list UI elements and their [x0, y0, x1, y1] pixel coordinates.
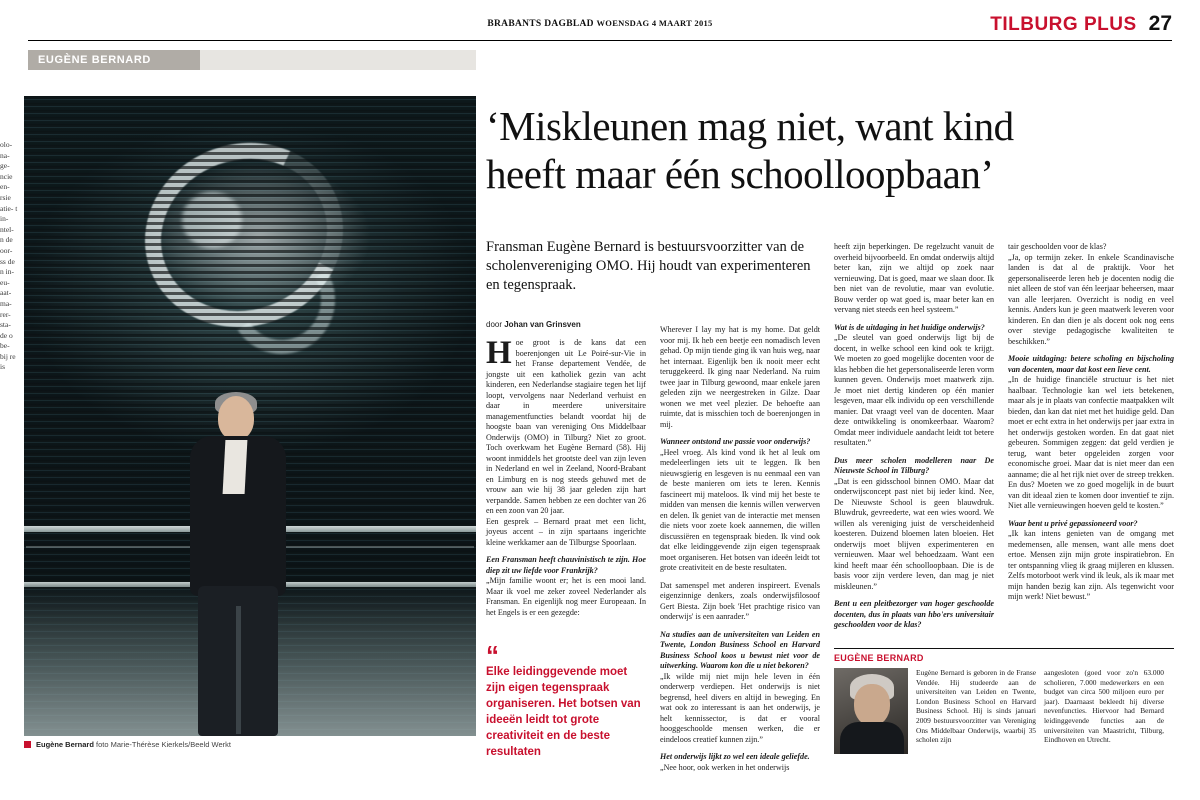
- biography-columns: [916, 668, 1174, 754]
- article-byline: [486, 320, 581, 329]
- portrait-face: [854, 684, 890, 726]
- masthead-center: [487, 18, 712, 29]
- biography-column-2: aangesloten (goed voor zo'n 63.000 scholieren, 7.000 medewerkers en een budget van circa 500 miljoen euro per jaar). Daarnaast bekleedt hij diverse nevenfuncties. Hiervoor had Bernard leidinggevende functies aan de universiteiten van Maastricht, Tilburg, Eindhoven en Utrecht.: [1044, 668, 1164, 745]
- photo-caption: [24, 740, 476, 749]
- interview-answer: „Ik wilde mij niet mijn hele leven in één onderwerp verdiepen. Het onderwijs is niet begrensd, heel divers en altijd in beweging. En wat ook zo interessant is aan het onderwijs, je helt kennissector, is dat er vooral hooggeschoolde mensen werken, die er eindeloos creatief kunnen zijn.”: [660, 671, 820, 744]
- figure-leg-split: [236, 606, 241, 734]
- interview-answer: „Dat is een gidsschool binnen OMO. Maar dat onderwijsconcept past niet bij ieder kind. Nee, De Nieuwste School is geen blauwdruk. Bluwdruk, gevreederte, wat een wies woord. We willen als vereniging juist de verscheidenheid koesteren. Duizend bloemen laten bloeien. Het onderwijs moet blijven experimenteren en vernieuwen. Maar wel behoedzaam. Want een kind heeft maar één schoolloopbaan. Die is de basis voor zijn verdere leven, dan mag je niet miskleunen.”: [834, 476, 994, 591]
- paragraph-text: oe groot is de kans dat een boerenjongen uit Le Poiré-sur-Vie in het Franse departement Vendée, de jongste uit een katholiek gezin van acht kinderen, een Nederlandse stagiaire tegen het lijf loopt, vervolgens naar Nederland verhuist en daar in meerdere universitaire managementfuncties belandt voordat hij de hoogste baan van vereniging Ons Middelbaar Onderwijs (OMO) in Tilburg? Niet zo groot. Toch overkwam het Eugène Bernard (58). Hij woont inmiddels het grootste deel van zijn leven in Nederland en wel in Zeeland, Noord-Brabant en Limburg en is nog steeds gehuwd met de vrouw aan wie hij 38 jaar geleden zijn hart verpandde. Samen hebben ze een dochter van 26 en een zoon van 20 jaar.: [486, 338, 646, 515]
- interview-question: Na studies aan de universiteiten van Leiden en Twente, London Business School en Harvard Business School koos u bewust niet voor de uitwerking. Waarom kon die u niet bekoren?: [660, 629, 820, 670]
- headline-line-2: heeft maar één schoolloopbaan’: [486, 151, 994, 197]
- portrait-torso: [840, 722, 904, 754]
- section-title: TILBURG PLUS: [990, 14, 1137, 35]
- interview-answer: „Mijn familie woont er; het is een mooi land. Maar ik voel me zeker zoveel Nederlander als Fransman. En eigenlijk nog meer Europeaan. In het Engels is er een gezegde:: [486, 576, 646, 617]
- byline-prefix: door: [486, 320, 505, 329]
- kicker-bar: [28, 50, 200, 70]
- interview-question: Een Fransman heeft chauvinistisch te zijn. Hoe diep zit uw liefde voor Frankrijk?: [486, 555, 646, 575]
- byline-author: Johan van Grinsven: [504, 320, 581, 329]
- paragraph: Wherever I lay my hat is my home. Dat geldt voor mij. Ik heb een beetje een nomadisch leven gehad. Op mijn tiende ging ik van huis weg, naar het internaat. Eigenlijk ben ik nooit meer echt teruggekeerd. Ik ging naar Nederland. Na ruim twee jaar in Tilburg gewoond, maar enkele jaren geleden zijn we neergestreken in Gilze. Daar wonen we met veel plezier. De behoefte aan ruimte, dat is misschien toch de boerenjongen in mij.: [660, 325, 820, 429]
- article-headline: [486, 102, 1176, 198]
- page-number: 27: [1148, 12, 1172, 35]
- interview-question: Bent u een pleitbezorger van hoger geschoolde docenten, dus in plaats van hbo'ers universitair geschoolden voor de klas?: [834, 599, 994, 629]
- caption-marker-icon: [24, 741, 31, 748]
- photo-canvas: [24, 96, 476, 736]
- header-divider: [28, 40, 1172, 41]
- quote-mark-icon: “: [486, 640, 499, 670]
- figure-head: [218, 396, 254, 440]
- interview-answer: „Nee hoor, ook werken in het onderwijs: [660, 762, 790, 772]
- interview-answer: „De sleutel van goed onderwijs ligt bij de docent, in welke school een kind ook te krijgt. We moeten zo goed mogelijke docenten voor de klas hebben die het gepersonaliseerde leren vorm kunnen geven. Onderwijs moet maatwerk zijn. Je moet niet dertig kinderen op één manier lesgeven, maar elk individu op een verschillende manier. Dat vraagt veel van de docenten. Maar deze ontwikkeling is onomkeerbaar. Waarom? Omdat meer individuele aandacht leidt tot betere resultaten.”: [834, 333, 994, 447]
- interview-question: Mooie uitdaging: betere scholing en bijscholing van docenten, maar dat kost een lieve cent.: [1008, 354, 1174, 374]
- biography-column-1: Eugène Bernard is geboren in de Franse Vendée. Hij studeerde aan de universiteiten van Leiden en Twente, London Business School en Harvard Business School. Hij is sinds januari 2009 bestuursvoorzitter van Vereniging Ons Middelbaar Onderwijs, waarbij 35 scholen zijn: [916, 668, 1036, 745]
- interview-answer: „In de huidige financiële structuur is het niet haalbaar. Technologie kan wel iets betekenen, maar als je in plaats van confectie maatpakken wilt bieden, dan kan dat niet met het huidige geld. Dan moet er echt extra in het onderwijs per jaar extra in het onderwijs gestoken worden. En dat gaat niet gebeuren. Sommigen zeggen: dat geld verdien je terug, want beter opgeleiden zorgen voor economische groei. Maar dat is niet meer dan een aanname; die al het rijk niet over de streep trekken. En dus? Moeten we zo goed mogelijk in de buurt van dit ideaal zien te komen door inventief te zijn. Niet alle vernieuwingen hoeven geld te kosten.”: [1008, 375, 1174, 510]
- body-column-2: [660, 325, 820, 772]
- masthead: [28, 12, 1172, 40]
- lead-photo: [24, 96, 476, 736]
- drop-cap: H: [486, 335, 512, 371]
- caption-subject-name: Eugène Bernard: [36, 740, 94, 749]
- masthead-right: [990, 12, 1172, 36]
- pull-quote-text: Elke leidinggevende moet zijn eigen tegenspraak organiseren. Het botsen van ideeën leidt tot grote creativiteit en de beste resultaten: [486, 666, 641, 758]
- paragraph: tair geschoolden voor de klas?: [1008, 242, 1107, 251]
- interview-answer: „Ik kan intens genieten van de omgang met medemensen, alle mensen, want alle mens doet ertoe. Mensen zijn mijn grote inspiratiebron. En ter ontspanning vlieg ik graag mijleren en klussen. Zelfs motorboot werk vind ik leuk, als ik maar met mijn handen bezig kan zijn. Als tegenwicht voor mijn werk! Niet bewust.”: [1008, 529, 1174, 601]
- paragraph: heeft zijn beperkingen. De regelzucht vanuit de overheid bijvoorbeeld. En omdat onderwijs altijd beter kan, zijn we altijd op zoek naar vernieuwing. Dat is goed, maar we slaan door. Ik ben niet van de revolutie, maar van evolutie. Bouw verder op wat goed is, maar beter kan en vervang niet steeds een heel systeem.”: [834, 242, 994, 314]
- biography-portrait: [834, 668, 908, 754]
- biography-body: [834, 668, 1174, 754]
- newspaper-name: BRABANTS DAGBLAD: [487, 19, 594, 29]
- kicker-label: EUGÈNE BERNARD: [38, 54, 151, 66]
- body-column-3: [834, 242, 994, 662]
- body-column-4: [1008, 242, 1174, 662]
- paragraph: „Ja, op termijn zeker. In enkele Scandinavische landen is dat al de praktijk. Voor het gepersonaliseerde leren heb je docenten nodig die niet alleen de stof van één leerjaar beheersen, maar van alle leerjaren. Overzicht is nodig en veel kennis. Anders kun je geen maatwerk leveren voor kinderen. En dan dien je als docent ook nog eens over stevige pedagogische kwaliteiten te beschikken.”: [1008, 252, 1174, 346]
- paragraph: Dat samenspel met anderen inspireert. Evenals eigenzinnige denkers, zoals onderwijsfilosoof Gert Biesta. Zijn boek 'Het prachtige risico van onderwijs' is een aanrader.”: [660, 580, 820, 621]
- interview-question: Dus meer scholen modelleren naar De Nieuwste School in Tilburg?: [834, 455, 994, 475]
- biography-title: EUGÈNE BERNARD: [834, 653, 924, 663]
- interview-answer: „Heel vroeg. Als kind vond ik het al leuk om medeleerlingen iets uit te leggen. Ik ben nieuwsgierig en lesgeven is nu eenmaal een van de beste manieren om iets te leren. Kennis fascineert mij mateloos. Ik vind mij het beste te midden van mensen die kennis willen verwerven en delen. Ik geniet van de interactie met mensen die niets voor zoete koek aannemen, die willen discussiëren en tegenspraak bieden. Ik vind ook dat elke leidinggevende zijn eigen tegenspraak moet organiseren. Het botsen van ideeën leidt tot grote creativiteit en de beste resultaten.: [660, 447, 820, 572]
- pull-quote: [486, 640, 648, 760]
- bleed-column-text: olo- na- ge- ncie en- rsie atie- t in- ntel- n de oor- ss de n in- eu- aat- ma- rer- sta- de o be- bij re is: [0, 140, 18, 372]
- interview-question: Wanneer ontstond uw passie voor onderwijs?: [660, 437, 811, 446]
- interview-question: Het onderwijs lijkt zo wel een ideale geliefde.: [660, 752, 810, 761]
- photo-subject-figure: [164, 396, 314, 736]
- issue-date: WOENSDAG 4 MAART 2015: [596, 18, 713, 28]
- paragraph: [486, 335, 646, 517]
- biography-box: [834, 648, 1174, 754]
- interview-question: Waar bent u privé gepassioneerd voor?: [1008, 518, 1138, 528]
- figure-shirt: [223, 440, 248, 494]
- interview-question: Wat is de uitdaging in het huidige onderwijs?: [834, 322, 985, 332]
- caption-credit: foto Marie-Thérèse Kierkels/Beeld Werkt: [96, 740, 231, 749]
- headline-line-1: ‘Miskleunen mag niet, want kind: [486, 103, 1014, 149]
- kicker-bar-tail: [200, 50, 476, 70]
- paragraph: Een gesprek – Bernard praat met een licht, joyeus accent – in zijn spartaans ingerichte kleine werkkamer aan de Tilburgse Spoorlaan.: [486, 516, 646, 547]
- article-standfirst: Fransman Eugène Bernard is bestuursvoorzitter van de scholenvereniging OMO. Hij houdt van experimenteren en tegenspraak.: [486, 239, 811, 293]
